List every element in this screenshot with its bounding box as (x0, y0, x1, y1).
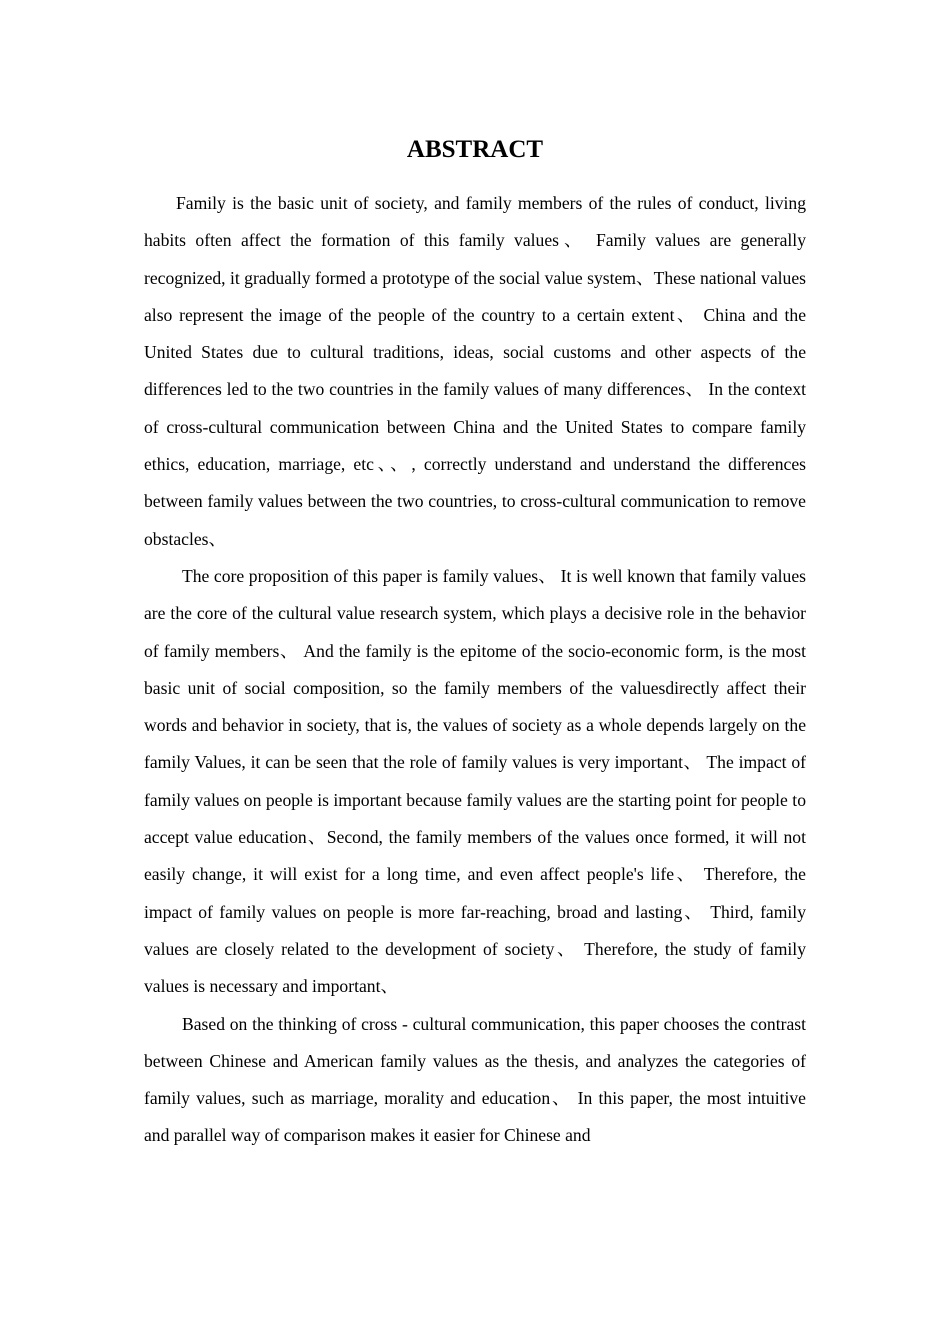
document-page (144, 133, 806, 1155)
abstract-paragraph-2: The core proposition of this paper is family values、 It is well known that family values are the core of the cultural value research system, which plays a decisive role in the behavior of family members、 And the family is the epitome of the socio-economic form, is the most basic unit of social composition, so the family members of the valuesdirectly affect their words and behavior in society, that is, the values of society as a whole depends largely on the family Values, it can be seen that the role of family values is very important、 The impact of family values on people is important because family values are the starting point for people to accept value education、Second, the family members of the values once formed, it will not easily change, it will exist for a long time, and even affect people's life、 Therefore, the impact of family values on people is more far-reaching, broad and lasting、 Third, family values are closely related to the development of society、 Therefore, the study of family values is necessary and important、 (144, 565, 806, 997)
abstract-paragraph-3: Based on the thinking of cross - cultural communication, this paper chooses the contrast between Chinese and American family values as the thesis, and analyzes the categories of family values, such as marriage, morality and education、 In this paper, the most intuitive and parallel way of comparison makes it easier for Chinese and (144, 1013, 806, 1146)
abstract-title: ABSTRACT (406, 136, 544, 163)
abstract-paragraph-1: Family is the basic unit of society, and family members of the rules of conduct, living habits often affect the formation of this family values、 Family values are generally recognized, it gradually formed a prototype of the social value system、These national values also represent the image of the people of the country to a certain extent、 China and the United States due to cultural traditions, ideas, social customs and other aspects of the differences led to the two countries in the family values of many differences、 In the context of cross-cultural communication between China and the United States to compare family ethics, education, marriage, etc、、, correctly understand and understand the differences between family values between the two countries, to cross-cultural communication to remove obstacles、 (144, 193, 806, 549)
